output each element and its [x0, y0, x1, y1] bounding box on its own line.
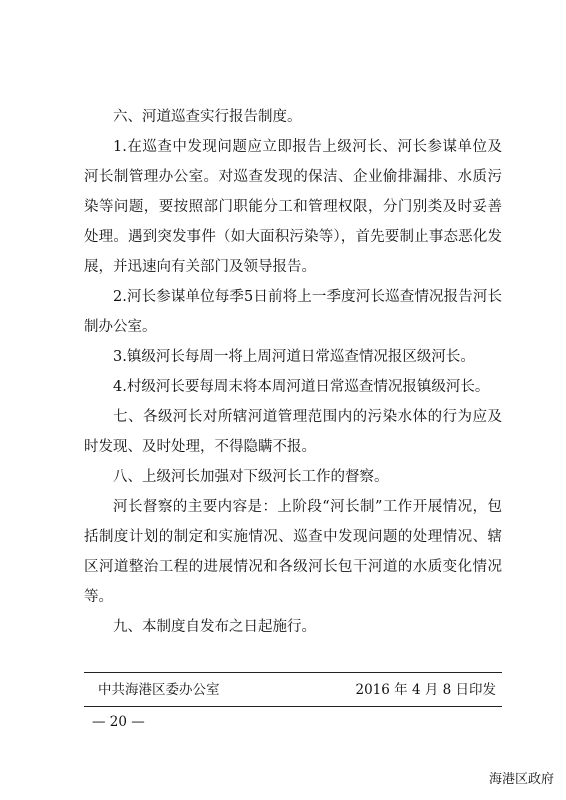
source-watermark: 海港区政府: [488, 772, 554, 787]
document-body: [84, 102, 502, 642]
footer-divider-top: [84, 672, 502, 673]
paragraph-section-6: 六、河道巡查实行报告制度。: [113, 109, 302, 125]
paragraph-item-1: 1.在巡查中发现问题应立即报告上级河长、河长参谋单位及河长制管理办公室。对巡查发现的保洁、企业偷排漏排、水质污染等问题，要按照部门职能分工和管理权限，分门别类及时妥善处理。遇到突发事件（如大面积污染等），首先要制止事态恶化发展，并迅速向有关部门及领导报告。: [84, 139, 502, 275]
paragraph-item-4: 4.村级河长要每周末将本周河道日常巡查情况报镇级河长。: [113, 379, 490, 395]
footer-print-date: 2016 年 4 月 8 日印发: [355, 682, 496, 698]
footer-divider-bottom: [84, 706, 502, 707]
paragraph-section-9: 九、本制度自发布之日起施行。: [113, 619, 316, 635]
paragraph-item-3: 3.镇级河长每周一将上周河道日常巡查情况报区级河长。: [113, 349, 475, 365]
page-number: — 20 —: [92, 714, 145, 730]
paragraph-section-8: 八、上级河长加强对下级河长工作的督察。: [113, 469, 389, 485]
paragraph-item-2: 2.河长参谋单位每季5日前将上一季度河长巡查情况报告河长制办公室。: [84, 289, 502, 335]
footer-issuer: 中共海港区委办公室: [98, 682, 220, 698]
paragraph-supervision-content: 河长督察的主要内容是：上阶段“河长制”工作开展情况，包括制度计划的制定和实施情况、巡查中发现问题的处理情况、辖区河道整治工程的进展情况和各级河长包干河道的水质变化情况等。: [84, 499, 502, 605]
paragraph-section-7: 七、各级河长对所辖河道管理范围内的污染水体的行为应及时发现、及时处理，不得隐瞒不报。: [84, 409, 502, 455]
